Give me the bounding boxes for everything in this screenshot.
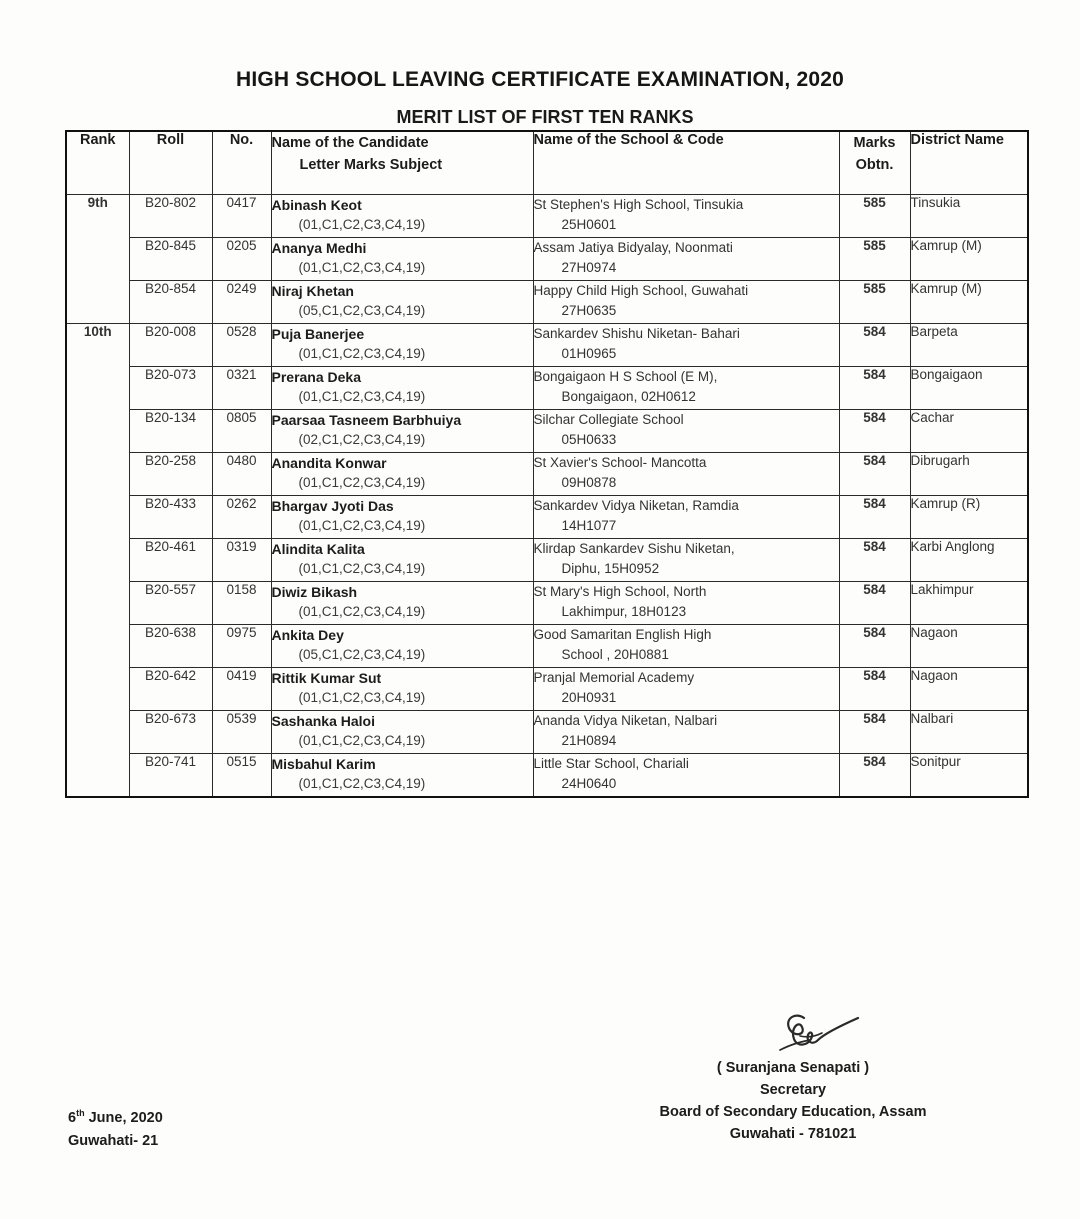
cell-school	[533, 453, 839, 496]
cell-candidate	[271, 582, 533, 625]
cell-district: Karbi Anglong	[910, 539, 1028, 582]
cell-roll: B20-134	[129, 410, 212, 453]
merit-list-table	[65, 130, 1029, 798]
cell-no: 0205	[212, 238, 271, 281]
cell-roll: B20-642	[129, 668, 212, 711]
cell-no: 0805	[212, 410, 271, 453]
school-name: Klirdap Sankardev Sishu Niketan,	[533, 541, 735, 556]
table-row	[66, 281, 1028, 324]
cell-school	[533, 238, 839, 281]
header-marks	[839, 131, 910, 195]
candidate-name: Abinash Keot	[271, 197, 362, 213]
document-title: HIGH SCHOOL LEAVING CERTIFICATE EXAMINATION, 2020	[236, 68, 844, 91]
board-name: Board of Secondary Education, Assam	[659, 1104, 927, 1120]
candidate-subjects: (01,C1,C2,C3,C4,19)	[298, 561, 426, 576]
cell-school	[533, 668, 839, 711]
school-code: 05H0633	[561, 432, 617, 447]
candidate-name: Sashanka Haloi	[271, 713, 375, 729]
document-subtitle: MERIT LIST OF FIRST TEN RANKS	[396, 107, 694, 127]
issue-place: Guwahati- 21	[68, 1132, 159, 1149]
date-rest: June, 2020	[84, 1109, 163, 1126]
candidate-name: Alindita Kalita	[271, 541, 365, 557]
signatory-block	[640, 1057, 946, 1145]
cell-district: Cachar	[910, 410, 1028, 453]
cell-roll: B20-433	[129, 496, 212, 539]
cell-no: 0158	[212, 582, 271, 625]
cell-marks: 584	[839, 754, 910, 798]
candidate-subjects: (01,C1,C2,C3,C4,19)	[298, 518, 426, 533]
board-address: Guwahati - 781021	[729, 1126, 857, 1142]
school-name: Little Star School, Chariali	[533, 756, 689, 771]
school-name: Bongaigaon H S School (E M),	[533, 369, 718, 384]
cell-candidate	[271, 324, 533, 367]
header-candidate	[271, 131, 533, 195]
candidate-subjects: (01,C1,C2,C3,C4,19)	[298, 217, 426, 232]
cell-no: 0515	[212, 754, 271, 798]
cell-roll: B20-557	[129, 582, 212, 625]
cell-candidate	[271, 281, 533, 324]
cell-marks: 585	[839, 281, 910, 324]
cell-school	[533, 410, 839, 453]
cell-school	[533, 324, 839, 367]
candidate-subjects: (01,C1,C2,C3,C4,19)	[298, 733, 426, 748]
candidate-name: Ananya Medhi	[271, 240, 367, 256]
school-name: St Stephen's High School, Tinsukia	[533, 197, 744, 212]
cell-roll: B20-802	[129, 195, 212, 238]
school-code: 01H0965	[561, 346, 617, 361]
candidate-name: Diwiz Bikash	[271, 584, 358, 600]
cell-marks: 584	[839, 668, 910, 711]
cell-school	[533, 539, 839, 582]
school-code: Diphu, 15H0952	[561, 561, 660, 576]
candidate-name: Ankita Dey	[271, 627, 344, 643]
candidate-name: Niraj Khetan	[271, 283, 354, 299]
table-row	[66, 754, 1028, 798]
school-name: Sankardev Shishu Niketan- Bahari	[533, 326, 740, 341]
cell-district: Barpeta	[910, 324, 1028, 367]
table-row	[66, 711, 1028, 754]
school-code: 14H1077	[561, 518, 617, 533]
cell-marks: 584	[839, 625, 910, 668]
school-name: Pranjal Memorial Academy	[533, 670, 695, 685]
cell-no: 0249	[212, 281, 271, 324]
header-roll: Roll	[129, 131, 212, 195]
cell-school	[533, 281, 839, 324]
school-code: 27H0635	[561, 303, 617, 318]
cell-district: Sonitpur	[910, 754, 1028, 798]
school-code: 09H0878	[561, 475, 617, 490]
cell-district: Nagaon	[910, 625, 1028, 668]
table-row	[66, 496, 1028, 539]
cell-candidate	[271, 453, 533, 496]
cell-no: 0319	[212, 539, 271, 582]
cell-district: Kamrup (M)	[910, 281, 1028, 324]
cell-marks: 584	[839, 453, 910, 496]
cell-marks: 585	[839, 195, 910, 238]
candidate-subjects: (02,C1,C2,C3,C4,19)	[298, 432, 426, 447]
cell-candidate	[271, 367, 533, 410]
cell-candidate	[271, 754, 533, 798]
date-day: 6	[68, 1109, 77, 1126]
cell-roll: B20-673	[129, 711, 212, 754]
cell-roll: B20-638	[129, 625, 212, 668]
merit-table-body	[66, 195, 1028, 798]
cell-candidate	[271, 496, 533, 539]
cell-school	[533, 195, 839, 238]
cell-candidate	[271, 195, 533, 238]
school-code: Bongaigaon, 02H0612	[561, 389, 696, 404]
cell-school	[533, 582, 839, 625]
cell-roll: B20-741	[129, 754, 212, 798]
table-row	[66, 453, 1028, 496]
cell-district: Tinsukia	[910, 195, 1028, 238]
header-district: District Name	[910, 131, 1028, 195]
cell-school	[533, 496, 839, 539]
issue-date	[68, 1102, 163, 1130]
cell-candidate	[271, 668, 533, 711]
header-candidate-line1: Name of the Candidate	[271, 135, 429, 151]
table-row	[66, 324, 1028, 367]
school-name: Sankardev Vidya Niketan, Ramdia	[533, 498, 739, 513]
cell-candidate	[271, 625, 533, 668]
cell-district: Kamrup (M)	[910, 238, 1028, 281]
date-suffix: th	[76, 1108, 85, 1118]
table-row	[66, 410, 1028, 453]
school-name: Assam Jatiya Bidyalay, Noonmati	[533, 240, 733, 255]
candidate-name: Prerana Deka	[271, 369, 362, 385]
cell-rank: 10th	[66, 324, 129, 798]
cell-school	[533, 711, 839, 754]
school-name: Ananda Vidya Niketan, Nalbari	[533, 713, 718, 728]
header-no: No.	[212, 131, 271, 195]
cell-no: 0480	[212, 453, 271, 496]
school-name: St Xavier's School- Mancotta	[533, 455, 707, 470]
table-row	[66, 582, 1028, 625]
cell-marks: 584	[839, 496, 910, 539]
cell-district: Bongaigaon	[910, 367, 1028, 410]
signature	[770, 1006, 870, 1058]
header-rank: Rank	[66, 131, 129, 195]
cell-district: Nagaon	[910, 668, 1028, 711]
table-row	[66, 195, 1028, 238]
cell-school	[533, 754, 839, 798]
signatory-title: Secretary	[759, 1082, 827, 1098]
cell-no: 0419	[212, 668, 271, 711]
cell-no: 0975	[212, 625, 271, 668]
table-row	[66, 238, 1028, 281]
cell-roll: B20-845	[129, 238, 212, 281]
candidate-subjects: (01,C1,C2,C3,C4,19)	[298, 776, 426, 791]
header-candidate-line2: Letter Marks Subject	[299, 157, 443, 173]
candidate-subjects: (05,C1,C2,C3,C4,19)	[298, 647, 426, 662]
cell-school	[533, 367, 839, 410]
candidate-name: Bhargav Jyoti Das	[271, 498, 394, 514]
table-header-row	[66, 131, 1028, 195]
cell-district: Dibrugarh	[910, 453, 1028, 496]
cell-no: 0417	[212, 195, 271, 238]
school-name: Silchar Collegiate School	[533, 412, 684, 427]
cell-district: Lakhimpur	[910, 582, 1028, 625]
cell-marks: 584	[839, 539, 910, 582]
candidate-name: Puja Banerjee	[271, 326, 365, 342]
cell-district: Nalbari	[910, 711, 1028, 754]
candidate-subjects: (01,C1,C2,C3,C4,19)	[298, 690, 426, 705]
cell-marks: 585	[839, 238, 910, 281]
cell-candidate	[271, 410, 533, 453]
school-name: St Mary's High School, North	[533, 584, 707, 599]
header-marks-line1: Marks	[853, 135, 896, 151]
candidate-subjects: (01,C1,C2,C3,C4,19)	[298, 346, 426, 361]
table-row	[66, 367, 1028, 410]
cell-marks: 584	[839, 582, 910, 625]
candidate-subjects: (01,C1,C2,C3,C4,19)	[298, 475, 426, 490]
candidate-name: Paarsaa Tasneem Barbhuiya	[271, 412, 462, 428]
cell-roll: B20-461	[129, 539, 212, 582]
cell-marks: 584	[839, 324, 910, 367]
cell-rank: 9th	[66, 195, 129, 324]
candidate-name: Anandita Konwar	[271, 455, 387, 471]
cell-no: 0262	[212, 496, 271, 539]
cell-roll: B20-073	[129, 367, 212, 410]
school-code: School , 20H0881	[561, 647, 669, 662]
header-school: Name of the School & Code	[533, 131, 839, 195]
cell-candidate	[271, 711, 533, 754]
signatory-name: ( Suranjana Senapati )	[716, 1060, 870, 1076]
school-name: Happy Child High School, Guwahati	[533, 283, 749, 298]
school-code: 25H0601	[561, 217, 617, 232]
candidate-name: Rittik Kumar Sut	[271, 670, 382, 686]
cell-marks: 584	[839, 410, 910, 453]
cell-roll: B20-854	[129, 281, 212, 324]
cell-no: 0528	[212, 324, 271, 367]
cell-marks: 584	[839, 711, 910, 754]
table-row	[66, 668, 1028, 711]
cell-no: 0321	[212, 367, 271, 410]
school-code: 27H0974	[561, 260, 617, 275]
school-code: 20H0931	[561, 690, 617, 705]
cell-district: Kamrup (R)	[910, 496, 1028, 539]
candidate-name: Misbahul Karim	[271, 756, 376, 772]
cell-candidate	[271, 238, 533, 281]
cell-marks: 584	[839, 367, 910, 410]
cell-no: 0539	[212, 711, 271, 754]
school-code: Lakhimpur, 18H0123	[561, 604, 687, 619]
cell-school	[533, 625, 839, 668]
table-row	[66, 539, 1028, 582]
date-block	[68, 1102, 163, 1153]
school-code: 24H0640	[561, 776, 617, 791]
table-row	[66, 625, 1028, 668]
school-code: 21H0894	[561, 733, 617, 748]
candidate-subjects: (01,C1,C2,C3,C4,19)	[298, 260, 426, 275]
candidate-subjects: (05,C1,C2,C3,C4,19)	[298, 303, 426, 318]
cell-candidate	[271, 539, 533, 582]
cell-roll: B20-008	[129, 324, 212, 367]
header-marks-line2: Obtn.	[855, 157, 894, 173]
candidate-subjects: (01,C1,C2,C3,C4,19)	[298, 604, 426, 619]
candidate-subjects: (01,C1,C2,C3,C4,19)	[298, 389, 426, 404]
cell-roll: B20-258	[129, 453, 212, 496]
school-name: Good Samaritan English High	[533, 627, 712, 642]
